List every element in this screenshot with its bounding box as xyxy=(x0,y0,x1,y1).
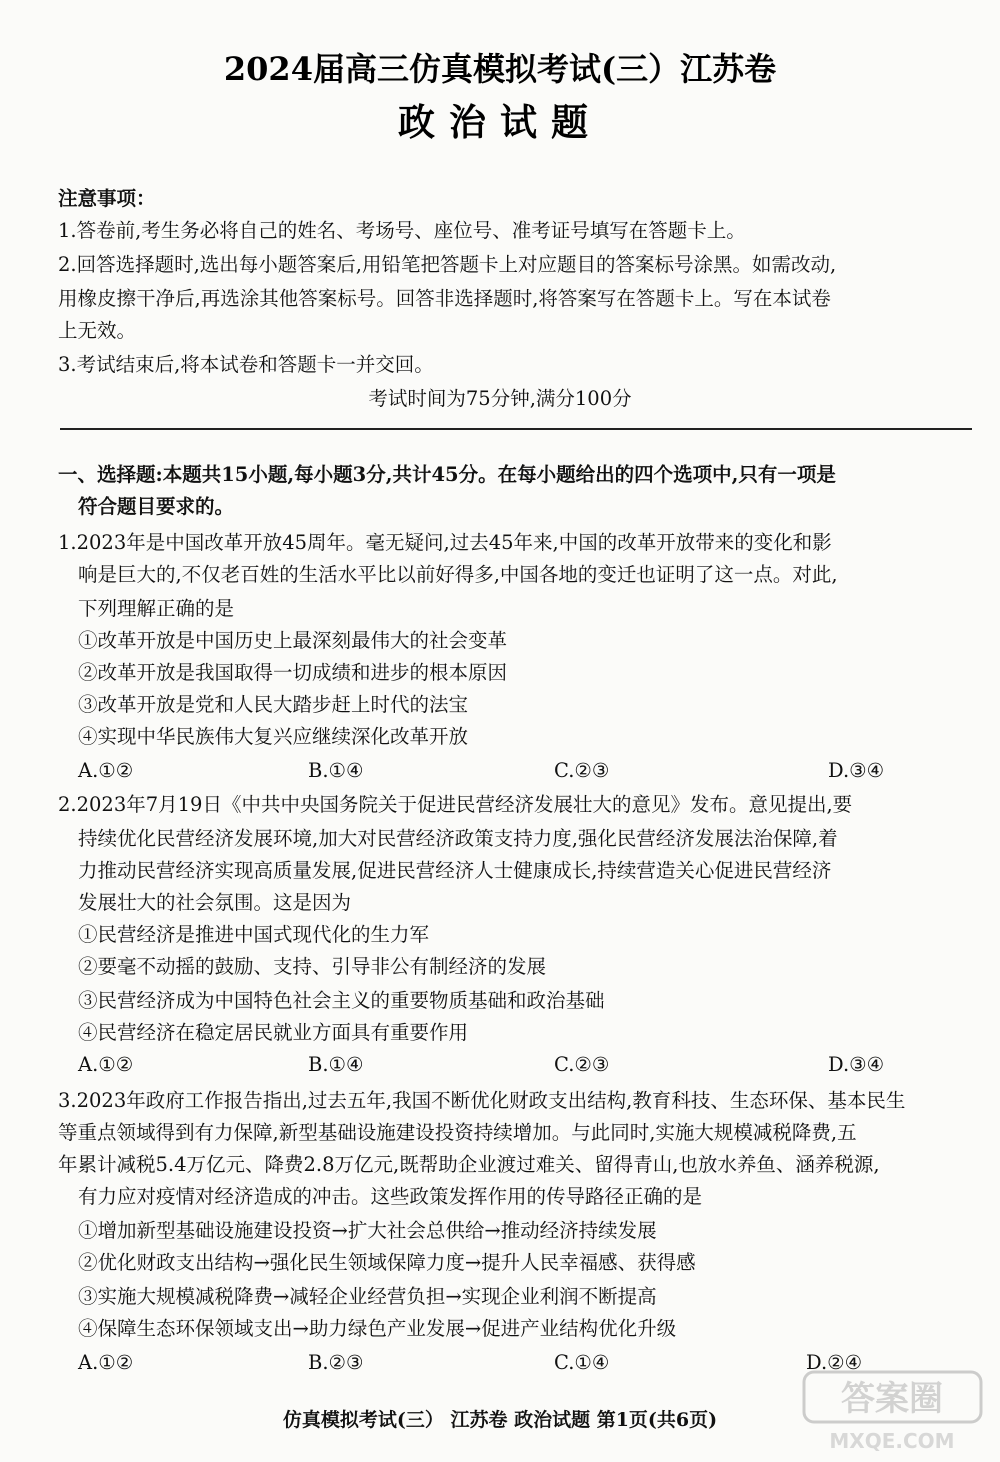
question-2-statement: ①民营经济是推进中国式现代化的生力军 xyxy=(78,923,430,946)
option-a: A.①② xyxy=(78,1351,134,1374)
question-1-statement: ①改革开放是中国历史上最深刻最伟大的社会变革 xyxy=(78,629,508,652)
question-3-stem: 年累计减税5.4万亿元、降费2.8万亿元,既帮助企业渡过难关、留得青山,也放水养鱼、涵养税源, xyxy=(58,1153,880,1176)
question-3-stem: 等重点领域得到有力保障,新型基础设施建设投资持续增加。与此同时,实施大规模减税降费,五 xyxy=(58,1121,857,1144)
option-c: C.①④ xyxy=(554,1351,610,1374)
notice-line: 2.回答选择题时,选出每小题答案后,用铅笔把答题卡上对应题目的答案标号涂黑。如需改动, xyxy=(58,253,837,276)
question-2-stem: 力推动民营经济实现高质量发展,促进民营经济人士健康成长,持续营造关心促进民营经济 xyxy=(78,859,832,882)
divider xyxy=(60,428,972,430)
question-3-statement: ③实施大规模减税降费→减轻企业经营负担→实现企业利润不断提高 xyxy=(78,1285,657,1308)
question-3-stem: 3.2023年政府工作报告指出,过去五年,我国不断优化财政支出结构,教育科技、生态环保、基本民生 xyxy=(58,1089,906,1112)
option-b: B.①④ xyxy=(308,759,364,782)
question-2-stem: 持续优化民营经济发展环境,加大对民营经济政策支持力度,强化民营经济发展法治保障,着 xyxy=(78,827,838,850)
notice-line: 用橡皮擦干净后,再选涂其他答案标号。回答非选择题时,将答案写在答题卡上。写在本试卷 xyxy=(58,287,831,310)
question-3-statement: ④保障生态环保领域支出→助力绿色产业发展→促进产业结构优化升级 xyxy=(78,1317,677,1340)
watermark-logo xyxy=(800,1368,985,1456)
question-1-statement: ④实现中华民族伟大复兴应继续深化改革开放 xyxy=(78,725,469,748)
exam-title: 2024届高三仿真模拟考试(三）江苏卷 xyxy=(223,50,777,88)
notice-line: 上无效。 xyxy=(58,319,137,342)
question-1-stem: 响是巨大的,不仅老百姓的生活水平比以前好得多,中国各地的变迁也证明了这一点。对此, xyxy=(78,563,838,586)
option-c: C.②③ xyxy=(554,759,610,782)
question-2-stem: 发展壮大的社会氛围。这是因为 xyxy=(78,891,352,914)
question-1-stem: 下列理解正确的是 xyxy=(78,597,235,620)
option-a: A.①② xyxy=(78,1053,134,1076)
question-3-statement: ①增加新型基础设施建设投资→扩大社会总供给→推动经济持续发展 xyxy=(78,1219,657,1242)
page-footer: 仿真模拟考试(三） 江苏卷 政治试题 第1页(共6页) xyxy=(282,1409,718,1431)
svg-text:MXQE.COM: MXQE.COM xyxy=(829,1429,955,1453)
notice-heading: 注意事项： xyxy=(58,187,156,210)
option-c: C.②③ xyxy=(554,1053,610,1076)
question-1-options xyxy=(78,758,973,784)
question-2-statement: ④民营经济在稳定居民就业方面具有重要作用 xyxy=(78,1021,469,1044)
question-1-statement: ③改革开放是党和人民大踏步赶上时代的法宝 xyxy=(78,693,469,716)
question-2-statement: ③民营经济成为中国特色社会主义的重要物质基础和政治基础 xyxy=(78,989,605,1012)
option-a: A.①② xyxy=(78,759,134,782)
subject-title: 政治试题 xyxy=(398,100,602,144)
question-2-stem: 2.2023年7月19日《中共中央国务院关于促进民营经济发展壮大的意见》发布。意见提出,要 xyxy=(58,793,853,816)
option-d: D.③④ xyxy=(828,759,885,782)
option-d: D.②④ xyxy=(806,1351,863,1374)
question-3-statement: ②优化财政支出结构→强化民生领域保障力度→提升人民幸福感、获得感 xyxy=(78,1251,696,1274)
option-b: B.②③ xyxy=(308,1351,364,1374)
question-3-stem: 有力应对疫情对经济造成的冲击。这些政策发挥作用的传导路径正确的是 xyxy=(78,1185,703,1208)
question-1-stem: 1.2023年是中国改革开放45周年。毫无疑问,过去45年来,中国的改革开放带来的变化和影 xyxy=(58,531,832,554)
question-2-options xyxy=(78,1052,973,1078)
notice-line: 3.考试结束后,将本试卷和答题卡一并交回。 xyxy=(58,353,434,376)
section-heading: 一、选择题:本题共15小题,每小题3分,共计45分。在每小题给出的四个选项中,只有一项是 xyxy=(58,463,836,486)
notice-line: 1.答卷前,考生务必将自己的姓名、考场号、座位号、准考证号填写在答题卡上。 xyxy=(58,219,746,242)
question-1-statement: ②改革开放是我国取得一切成绩和进步的根本原因 xyxy=(78,661,508,684)
question-2-statement: ②要毫不动摇的鼓励、支持、引导非公有制经济的发展 xyxy=(78,955,547,978)
option-b: B.①④ xyxy=(308,1053,364,1076)
section-heading-cont: 符合题目要求的。 xyxy=(78,495,235,518)
svg-text:答案圈: 答案圈 xyxy=(841,1379,943,1419)
option-d: D.③④ xyxy=(828,1053,885,1076)
exam-time-info: 考试时间为75分钟,满分100分 xyxy=(368,387,632,410)
